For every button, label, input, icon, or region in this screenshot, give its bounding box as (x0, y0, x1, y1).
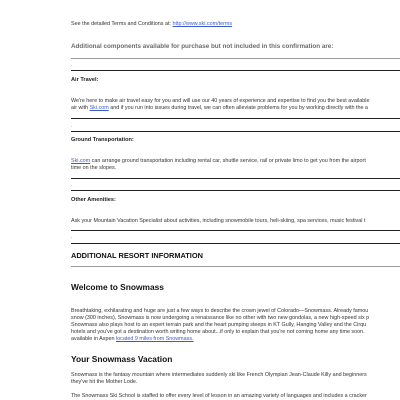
bullet-dot: · (71, 124, 73, 130)
divider (71, 230, 400, 231)
vacation-line-3: The Snowmass Ski School is staffed to offer every level of lesson in an amazing variety of languages and includes a cracker (71, 393, 367, 399)
additional-components-heading: Additional components available for purchase but not included in this confirmation are: (71, 43, 334, 50)
air-travel-line-1: We're here to make air travel easy for you and will use our 40 years of experience and expertise to find you the best available (71, 98, 370, 104)
divider (71, 190, 400, 191)
ski-com-link[interactable]: Ski.com (89, 105, 109, 111)
welcome-line-2: snow (300 inches), Snowmass is now undergoing a renaissance like no other with two new gondolas, a new high-speed six p (71, 315, 370, 321)
resort-info-heading: ADDITIONAL RESORT INFORMATION (71, 251, 203, 260)
welcome-line-3: Snowmass also plays host to an expert terrain park and the heart pumping steeps in KT Gully, Hanging Valley and the Cirqu (71, 322, 367, 328)
welcome-line-1: Breathtaking, exhilarating and huge are just a few ways to describe the crown jewel of Colorado—Snowmass. Already famou (71, 308, 369, 314)
ground-transportation-label: Ground Transportation: (71, 137, 134, 143)
welcome-title: Welcome to Snowmass (71, 282, 164, 292)
other-amenities-label: Other Amenities: (71, 197, 116, 203)
divider (71, 178, 400, 179)
divider (71, 70, 400, 71)
ski-com-link[interactable]: Ski.com (71, 158, 91, 164)
air-travel-line-2: air with Ski.com and if you run into issues during travel, we can often alleviate problems for you by working directly with the a (71, 105, 368, 111)
ground-transportation-line-1: Ski.com can arrange ground transportation including rental car, shuttle service, rail or private limo to get you from the airport (71, 158, 366, 164)
welcome-line-5: available in Aspen located 9 miles from Snowmass. (71, 336, 194, 342)
divider (71, 58, 400, 59)
bullet-dot: · (71, 235, 73, 241)
other-amenities-line-1: Ask your Mountain Vacation Specialist about activities, including snowmobile tours, heli-skiing, spa services, music festival t (71, 218, 366, 224)
divider (71, 266, 400, 267)
bullet-dot: · (71, 63, 73, 69)
aspen-location-link[interactable]: located 9 miles from Snowmass. (115, 336, 194, 342)
terms-link[interactable]: http://www.ski.com/terms (172, 21, 233, 27)
welcome-line-4: hotels and you've got a destination worth writing home about...if only to explain that you're not coming home any time soon. (71, 329, 365, 335)
vacation-line-2: they've hit the Mother Lode. (71, 379, 138, 385)
divider (71, 118, 400, 119)
bullet-dot: · (71, 183, 73, 189)
vacation-title: Your Snowmass Vacation (71, 354, 173, 364)
divider (71, 243, 400, 244)
air-travel-label: Air Travel: (71, 77, 99, 83)
vacation-line-1: Snowmass is the fantasy mountain where intermediates suddenly ski like French Olympian Jean-Claude Killy and beginners (71, 372, 367, 378)
terms-line (71, 21, 232, 29)
terms-prefix: See the detailed Terms and Conditions at: (71, 21, 173, 27)
divider (71, 131, 400, 132)
ground-transportation-line-2: time on the slopes. (71, 165, 117, 171)
